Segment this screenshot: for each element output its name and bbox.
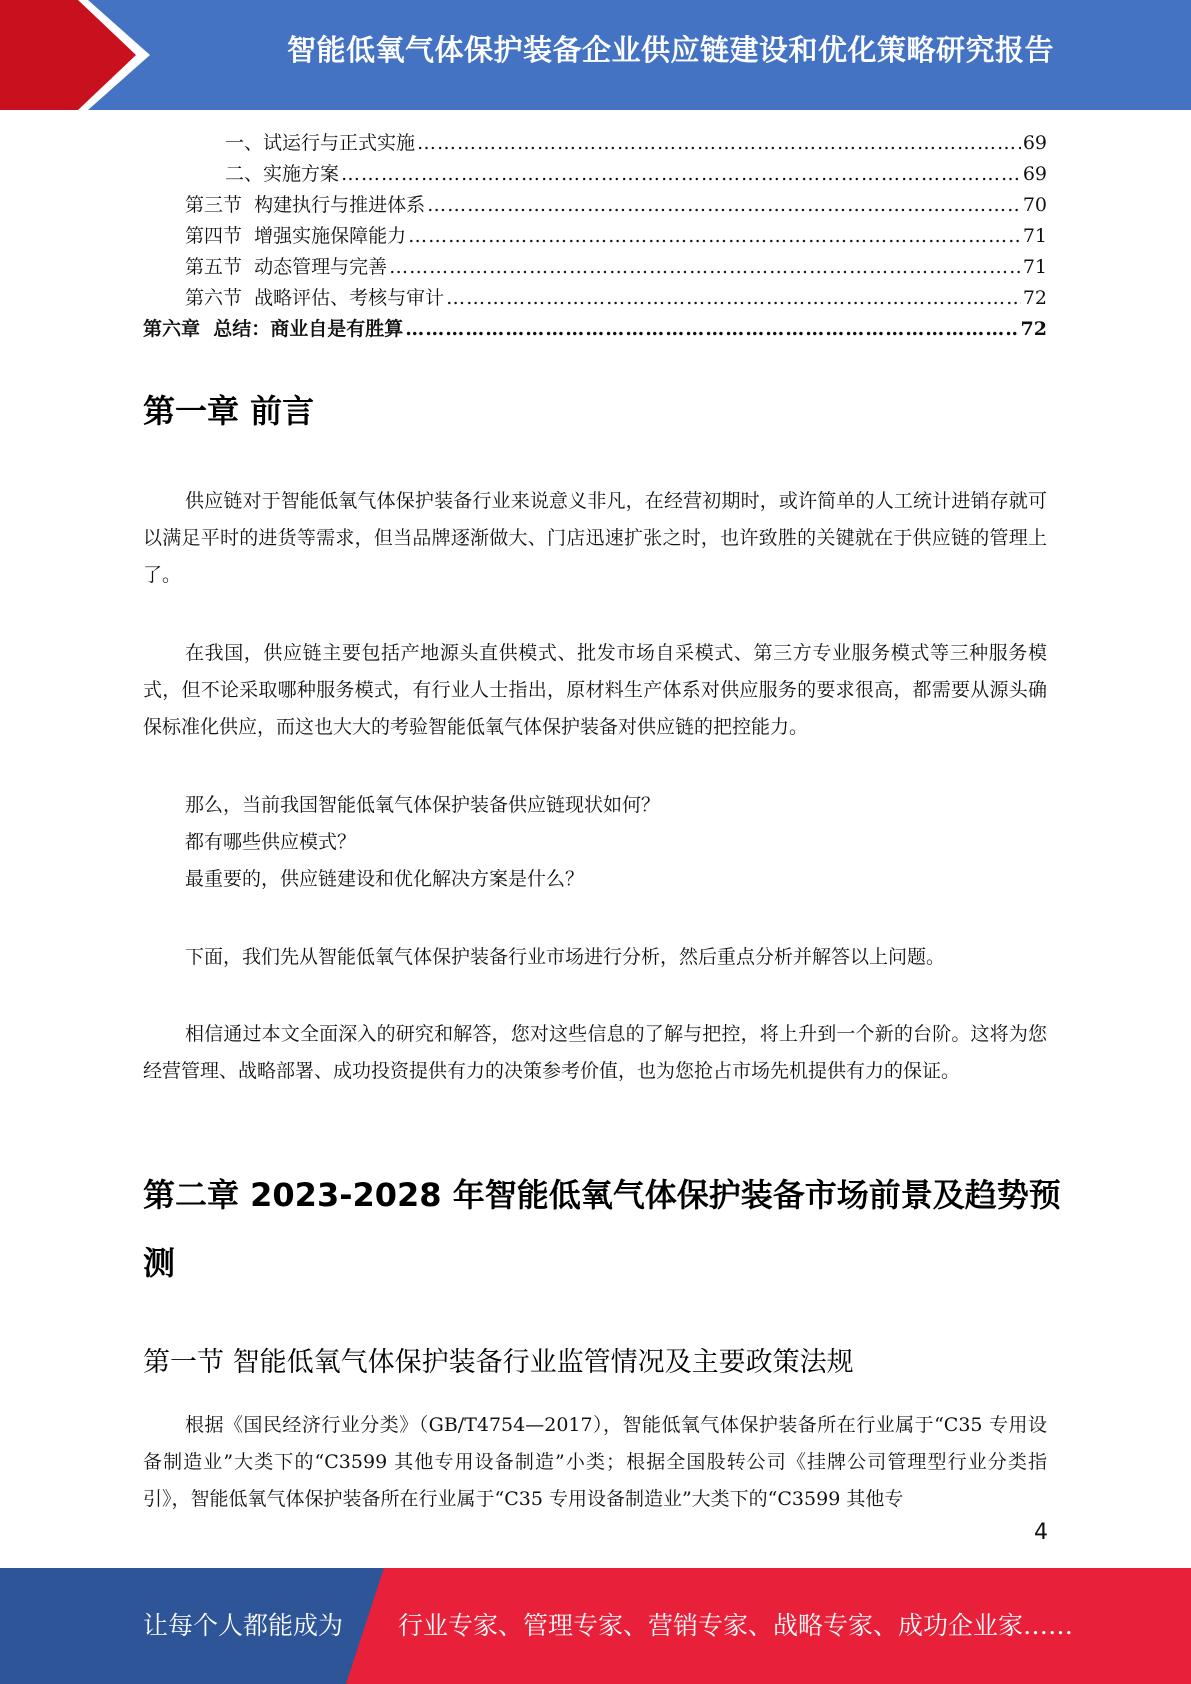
toc-entry[interactable] <box>143 159 1047 190</box>
toc-entry-label: 第六节 战略评估、考核与审计 <box>185 287 445 309</box>
toc-entry-page: 72 <box>1022 287 1047 309</box>
toc-leader-dots <box>446 283 1021 314</box>
toc-entry[interactable] <box>143 221 1047 252</box>
toc-entry[interactable] <box>143 252 1047 283</box>
toc-entry[interactable] <box>143 128 1047 159</box>
toc-entry-page: 72 <box>1020 318 1047 340</box>
toc-entry-label: 第六章 总结：商业自是有胜算 <box>143 318 404 340</box>
toc-entry-label: 二、实施方案 <box>225 163 340 185</box>
toc-entry-page: 69 <box>1022 132 1047 154</box>
chapter-1-paragraph-4: 相信通过本文全面深入的研究和解答，您对这些信息的了解与把控，将上升到一个新的台阶。这将为您经营管理、战略部署、成功投资提供有力的决策参考价值，也为您抢占市场先机提供有力的保证。 <box>143 1023 1047 1082</box>
toc-leader-dots <box>427 190 1021 221</box>
toc-entry-page: 69 <box>1022 163 1047 185</box>
question-line-1: 那么，当前我国智能低氧气体保护装备供应链现状如何？ <box>185 794 661 816</box>
toc-entry[interactable] <box>143 283 1047 314</box>
toc-entry[interactable] <box>143 314 1047 345</box>
section-1-title: 第一节 智能低氧气体保护装备行业监管情况及主要政策法规 <box>143 1347 854 1378</box>
toc-leader-dots <box>341 159 1021 190</box>
footer-slogan-left: 让每个人都能成为 <box>143 1611 344 1640</box>
chapter-2-title-line-2: 测 <box>143 1244 176 1282</box>
chapter-1-paragraph-3: 下面，我们先从智能低氧气体保护装备行业市场进行分析，然后重点分析并解答以上问题。 <box>185 946 946 968</box>
toc-leader-dots <box>389 252 1021 283</box>
chapter-2-title-line-1: 第二章 2023-2028 年智能低氧气体保护装备市场前景及趋势预 <box>143 1176 1061 1214</box>
toc-entry-page: 71 <box>1022 225 1047 247</box>
question-line-2: 都有哪些供应模式？ <box>185 831 357 853</box>
page-footer <box>0 1568 1191 1684</box>
toc-entry-page: 70 <box>1022 194 1047 216</box>
toc-entry-page: 71 <box>1022 256 1047 278</box>
section-1-paragraph: 根据《国民经济行业分类》（GB/T4754—2017），智能低氧气体保护装备所在行业属于“C35 专用设备制造业”大类下的“C3599 其他专用设备制造”小类；根据全国股转公司《挂牌公司管理型行业分类指引》，智能低氧气体保护装备所在行业属于“C35 专用设备制造业”大类下的“C3599 其他专 <box>143 1414 1047 1510</box>
report-title: 智能低氧气体保护装备企业供应链建设和优化策略研究报告 <box>286 33 1054 67</box>
footer-slogan-right: 行业专家、管理专家、营销专家、战略专家、成功企业家…… <box>398 1611 1074 1640</box>
toc-entry-label: 第三节 构建执行与推进体系 <box>185 194 426 216</box>
chapter-1-paragraph-2: 在我国，供应链主要包括产地源头直供模式、批发市场自采模式、第三方专业服务模式等三种服务模式，但不论采取哪种服务模式，有行业人士指出，原材料生产体系对供应服务的要求很高，都需要从源头确保标准化供应，而这也大大的考验智能低氧气体保护装备对供应链的把控能力。 <box>143 642 1047 738</box>
toc-leader-dots <box>408 221 1021 252</box>
toc-entry-label: 第四节 增强实施保障能力 <box>185 225 407 247</box>
table-of-contents <box>143 128 1047 345</box>
toc-entry[interactable] <box>143 190 1047 221</box>
header-arrow-decoration <box>0 0 150 110</box>
chapter-1-paragraph-1: 供应链对于智能低氧气体保护装备行业来说意义非凡，在经营初期时，或许简单的人工统计进销存就可以满足平时的进货等需求，但当品牌逐渐做大、门店迅速扩张之时，也许致胜的关键就在于供应链的管理上了。 <box>143 490 1047 586</box>
toc-entry-label: 第五节 动态管理与完善 <box>185 256 388 278</box>
toc-entry-label: 一、试运行与正式实施 <box>225 132 416 154</box>
toc-leader-dots <box>417 128 1021 159</box>
toc-leader-dots <box>405 314 1018 345</box>
question-line-3: 最重要的，供应链建设和优化解决方案是什么？ <box>185 868 585 890</box>
chapter-1-title: 第一章 前言 <box>143 392 315 430</box>
page-header <box>0 0 1191 110</box>
page-number: 4 <box>1034 1520 1048 1545</box>
